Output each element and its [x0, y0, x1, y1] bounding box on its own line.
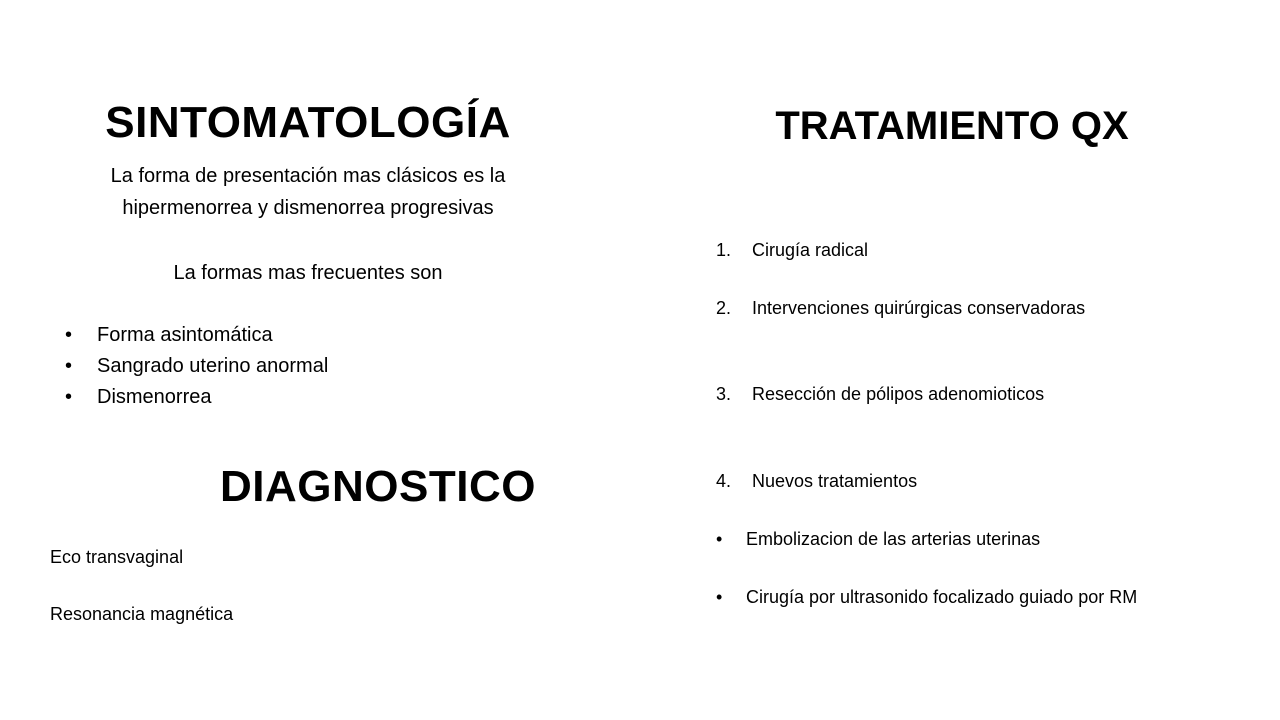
bullet-icon: • [65, 324, 73, 346]
diagnostic-item-eco: Eco transvaginal [50, 547, 184, 567]
item-number: 2. [716, 298, 732, 318]
new-treatment-item-2 [716, 587, 1137, 608]
new-treatment-label: Cirugía por ultrasonido focalizado guiado por RM [746, 587, 1138, 607]
intro-line-1: La forma de presentación mas clásicos es la [110, 165, 506, 187]
list-item [59, 382, 328, 413]
bullet-icon: • [65, 386, 73, 408]
treatment-item-3 [716, 384, 1044, 405]
list-item [59, 351, 328, 382]
new-treatment-item-1 [716, 529, 1040, 550]
list-item [59, 320, 328, 351]
item-number: 4. [716, 471, 732, 491]
item-number: 1. [716, 240, 732, 260]
treatment-item-4 [716, 471, 917, 492]
diagnostico-title: DIAGNOSTICO [220, 462, 536, 511]
treatment-item-2 [716, 298, 1085, 319]
bullet-icon: • [65, 355, 73, 377]
diagnostic-item-resonancia: Resonancia magnética [50, 604, 234, 624]
treatment-label: Resección de pólipos adenomioticos [752, 384, 1045, 404]
bullet-icon: • [716, 529, 723, 549]
treatment-label: Intervenciones quirúrgicas conservadoras [752, 298, 1086, 318]
sintomatologia-title: SINTOMATOLOGÍA [105, 98, 511, 147]
item-number: 3. [716, 384, 732, 404]
new-treatment-label: Embolizacion de las arterias uterinas [746, 529, 1041, 549]
bullet-icon: • [716, 587, 723, 607]
frequent-forms-label: La formas mas frecuentes son [173, 262, 443, 284]
treatment-item-1 [716, 240, 868, 261]
symptom-label: Dismenorrea [97, 386, 212, 408]
symptom-label: Sangrado uterino anormal [97, 355, 329, 377]
tratamiento-title: TRATAMIENTO QX [775, 104, 1129, 148]
symptom-list [59, 320, 328, 413]
intro-line-2: hipermenorrea y dismenorrea progresivas [122, 197, 494, 219]
treatment-label: Nuevos tratamientos [752, 471, 918, 491]
symptom-label: Forma asintomática [97, 324, 273, 346]
sintomatologia-intro [0, 160, 616, 224]
treatment-label: Cirugía radical [752, 240, 869, 260]
